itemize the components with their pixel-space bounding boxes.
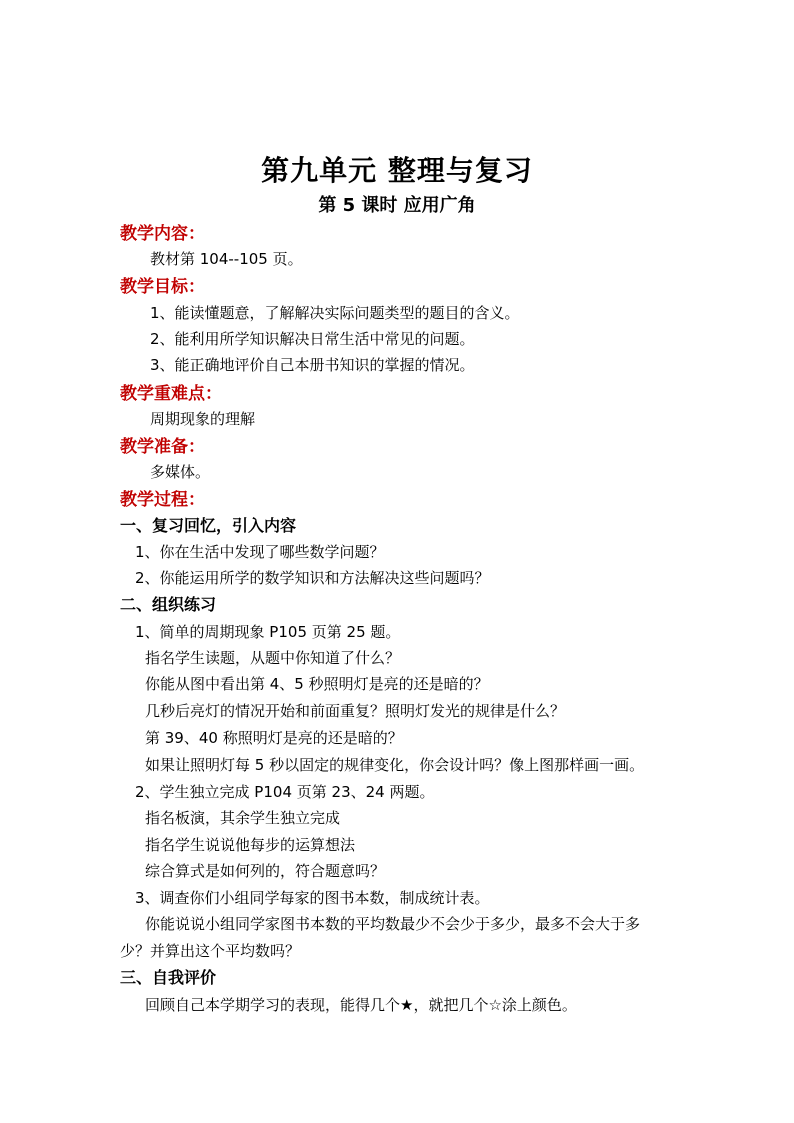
- section3-heading: 三、自我评价: [120, 968, 217, 987]
- goal-item-2: 2、能利用所学知识解决日常生活中常见的问题。: [150, 330, 475, 348]
- document-title: 第九单元 整理与复习: [261, 154, 533, 187]
- section2-item-7: 2、学生独立完成 P104 页第 23、24 两题。: [135, 783, 435, 801]
- section2-item-3: 你能从图中看出第 4、5 秒照明灯是亮的还是暗的？: [145, 675, 489, 693]
- prep-text: 多媒体。: [150, 463, 211, 481]
- content-text: 教材第 104--105 页。: [150, 250, 303, 268]
- goal-item-1: 1、能读懂题意，了解解决实际问题类型的题目的含义。: [150, 304, 520, 322]
- section1-item-2: 2、你能运用所学的数学知识和方法解决这些问题吗？: [135, 569, 490, 587]
- key-text: 周期现象的理解: [150, 410, 256, 428]
- section2-item-6: 如果让照明灯每 5 秒以固定的规律变化，你会设计吗？像上图那样画一画。: [145, 756, 645, 774]
- goals-heading: 教学目标：: [120, 277, 205, 297]
- section2-heading: 二、组织练习: [120, 595, 217, 614]
- section2-item-11: 3、调查你们小组同学每家的图书本数，制成统计表。: [135, 889, 490, 907]
- section3-item-1: 回顾自己本学期学习的表现，能得几个★，就把几个☆涂上颜色。: [145, 996, 577, 1014]
- section2-item-4: 几秒后亮灯的情况开始和前面重复？照明灯发光的规律是什么？: [145, 702, 566, 720]
- section2-item-12: 你能说说小组同学家图书本数的平均数最少不会少于多少，最多不会大于多: [145, 915, 641, 933]
- section2-item-8: 指名板演，其余学生独立完成: [145, 809, 341, 827]
- section2-item-9: 指名学生说说他每步的运算想法: [145, 836, 356, 854]
- section1-heading: 一、复习回忆，引入内容: [120, 516, 297, 535]
- process-heading: 教学过程：: [120, 490, 205, 510]
- section2-item-5: 第 39、40 称照明灯是亮的还是暗的？: [145, 729, 403, 747]
- document-subtitle: 第 5 课时 应用广角: [318, 195, 476, 216]
- key-heading: 教学重难点：: [120, 384, 222, 404]
- section1-item-1: 1、你在生活中发现了哪些数学问题？: [135, 543, 385, 561]
- section2-item-1: 1、简单的周期现象 P105 页第 25 题。: [135, 623, 401, 641]
- content-heading: 教学内容：: [120, 224, 205, 244]
- section2-item-10: 综合算式是如何列的，符合题意吗？: [145, 862, 386, 880]
- prep-heading: 教学准备：: [120, 437, 205, 457]
- section2-item-2: 指名学生读题，从题中你知道了什么？: [145, 649, 401, 667]
- section2-item-13: 少？并算出这个平均数吗？: [120, 942, 301, 960]
- goal-item-3: 3、能正确地评价自己本册书知识的掌握的情况。: [150, 356, 475, 374]
